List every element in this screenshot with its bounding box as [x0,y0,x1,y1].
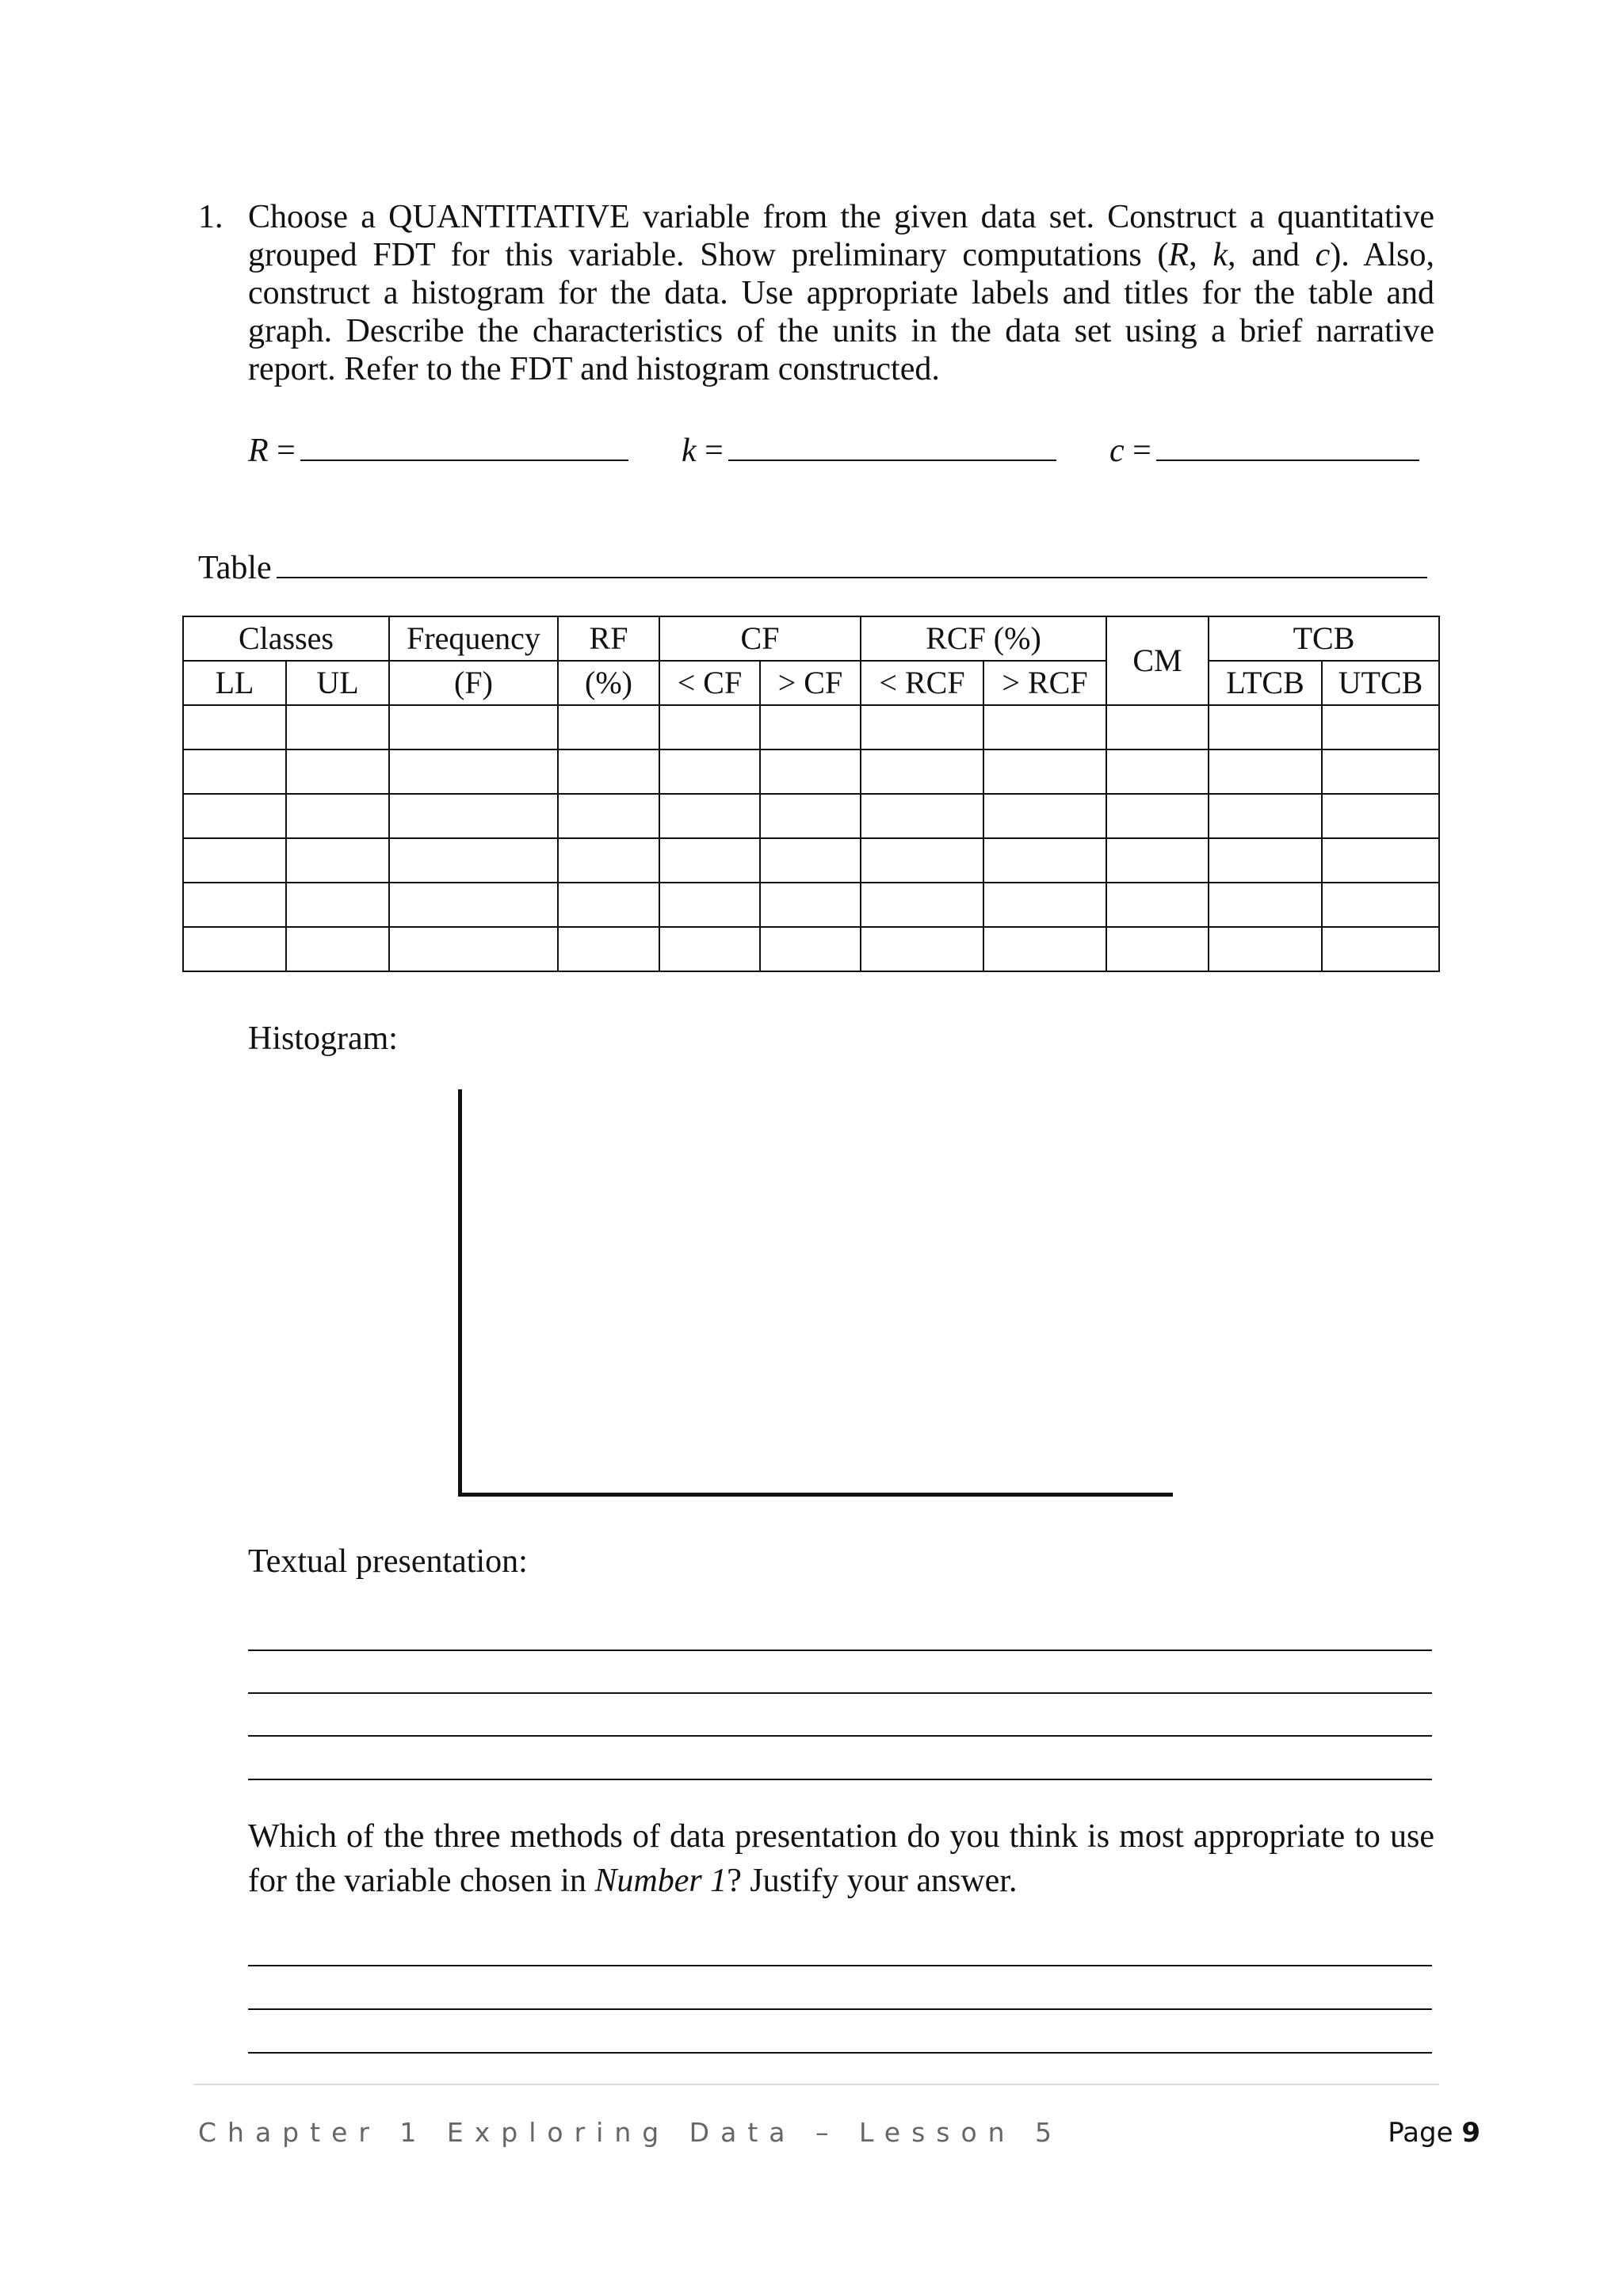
table-cell[interactable] [183,705,286,749]
header-frequency: Frequency [389,616,558,661]
table-title-label: Table [198,550,272,586]
answer-line[interactable] [248,2052,1432,2054]
table-cell[interactable] [389,794,558,838]
header-lt-cf: < CF [659,661,760,705]
table-row [183,749,1439,794]
table-title-blank-line[interactable] [277,545,1427,578]
table-cell[interactable] [183,883,286,927]
fdt-body [183,705,1439,971]
answer-line[interactable] [248,2008,1432,2010]
header-row-1 [183,616,1439,661]
header-cm: CM [1106,616,1209,705]
table-cell[interactable] [861,794,983,838]
table-cell[interactable] [861,883,983,927]
header-utcb: UTCB [1322,661,1439,705]
table-row [183,883,1439,927]
table-cell[interactable] [861,749,983,794]
table-cell[interactable] [1209,749,1322,794]
table-row [183,927,1439,971]
table-cell[interactable] [983,883,1106,927]
table-cell[interactable] [659,883,760,927]
header-classes: Classes [183,616,389,661]
question-sep: , and [1227,237,1316,273]
page-label: Page [1388,2117,1462,2149]
histogram-y-axis [458,1089,462,1497]
table-cell[interactable] [983,705,1106,749]
table-cell[interactable] [389,927,558,971]
question-text-part: ). Also, construct a histogram for the data. Use appropriate labels and titles for the table and graph. Describe the characteristics of the units in the data set using a brief narrative report. Refer to the FDT and histogram constructed. [248,237,1435,387]
header-row-2 [183,661,1439,705]
equals-sign: = [268,433,296,469]
table-cell[interactable] [1209,838,1322,883]
question-text [248,198,1434,388]
c-field[interactable] [1109,428,1419,471]
table-cell[interactable] [286,838,389,883]
footer-chapter: Chapter 1 Exploring Data – Lesson 5 [198,2117,1064,2148]
table-cell[interactable] [1322,749,1439,794]
header-rcf: RCF (%) [861,616,1106,661]
k-blank-line[interactable] [728,428,1056,461]
table-cell[interactable] [183,794,286,838]
r-label: R [248,433,269,469]
table-cell[interactable] [389,883,558,927]
header-ul: UL [286,661,389,705]
answer-line[interactable] [248,1735,1432,1737]
table-cell[interactable] [558,927,659,971]
which-text-part: Which of the three methods of data presentation do you think is most appropriate to use for the variable chosen in [248,1818,1434,1899]
header-lt-rcf: < RCF [861,661,983,705]
table-cell[interactable] [286,883,389,927]
table-cell[interactable] [760,883,861,927]
var-r: R [1168,237,1190,273]
table-cell[interactable] [983,927,1106,971]
var-c: c [1315,237,1331,273]
table-cell[interactable] [558,705,659,749]
table-cell[interactable] [286,927,389,971]
question-number: 1. [198,199,223,235]
page-number: 9 [1461,2117,1480,2149]
table-cell[interactable] [1322,838,1439,883]
table-cell[interactable] [1106,794,1209,838]
header-tcb: TCB [1209,616,1439,661]
table-cell[interactable] [659,705,760,749]
table-cell[interactable] [1106,927,1209,971]
table-cell[interactable] [1322,883,1439,927]
table-cell[interactable] [861,705,983,749]
table-row [183,705,1439,749]
table-cell[interactable] [389,838,558,883]
header-gt-cf: > CF [760,661,861,705]
var-k: k [1212,237,1228,273]
answer-line[interactable] [248,1650,1432,1651]
header-gt-rcf: > RCF [983,661,1106,705]
header-ltcb: LTCB [1209,661,1322,705]
table-cell[interactable] [558,794,659,838]
footer-divider [193,2084,1439,2085]
header-pct: (%) [558,661,659,705]
table-cell[interactable] [286,749,389,794]
table-cell[interactable] [760,794,861,838]
answer-line[interactable] [248,1692,1432,1694]
table-cell[interactable] [183,927,286,971]
table-title-field[interactable] [198,545,1427,588]
table-cell[interactable] [659,838,760,883]
c-blank-line[interactable] [1156,428,1419,461]
table-cell[interactable] [659,927,760,971]
histogram-x-axis [458,1493,1173,1497]
table-cell[interactable] [183,838,286,883]
k-field[interactable] [682,428,1056,471]
equals-sign: = [1124,433,1151,469]
question-sep: , [1189,237,1213,273]
table-cell[interactable] [286,794,389,838]
table-cell[interactable] [1322,705,1439,749]
header-cf: CF [659,616,861,661]
table-cell[interactable] [983,749,1106,794]
table-cell[interactable] [1106,883,1209,927]
table-cell[interactable] [558,883,659,927]
table-row [183,794,1439,838]
c-label: c [1109,433,1125,469]
table-cell[interactable] [861,838,983,883]
histogram-label: Histogram: [248,1020,398,1057]
table-cell[interactable] [983,838,1106,883]
table-row [183,838,1439,883]
table-cell[interactable] [760,838,861,883]
fdt-table [182,616,1440,972]
table-cell[interactable] [760,705,861,749]
table-cell[interactable] [558,838,659,883]
which-text-part: ? Justify your answer. [727,1863,1018,1899]
textual-presentation-label: Textual presentation: [248,1543,528,1580]
table-cell[interactable] [286,705,389,749]
table-cell[interactable] [1209,883,1322,927]
header-rf: RF [558,616,659,661]
table-cell[interactable] [760,927,861,971]
question-text-part: Choose a QUANTITATIVE variable from the given data set. Construct a quantitative grouped FDT for this variable. Show preliminary computations ( [248,199,1434,273]
table-cell[interactable] [983,794,1106,838]
r-blank-line[interactable] [300,428,628,461]
table-cell[interactable] [861,927,983,971]
k-label: k [682,433,697,469]
table-cell[interactable] [1209,705,1322,749]
which-emphasis: Number 1 [594,1863,727,1899]
table-cell[interactable] [1209,927,1322,971]
table-cell[interactable] [389,749,558,794]
table-cell[interactable] [659,749,760,794]
table-cell[interactable] [558,749,659,794]
header-ll: LL [183,661,286,705]
equals-sign: = [696,433,724,469]
table-cell[interactable] [1322,927,1439,971]
table-cell[interactable] [659,794,760,838]
table-cell[interactable] [389,705,558,749]
r-field[interactable] [248,428,628,471]
table-cell[interactable] [1106,705,1209,749]
which-question [248,1814,1434,1903]
table-cell[interactable] [1209,794,1322,838]
table-cell[interactable] [760,749,861,794]
table-cell[interactable] [1106,838,1209,883]
table-cell[interactable] [183,749,286,794]
answer-line[interactable] [248,1965,1432,1966]
table-cell[interactable] [1106,749,1209,794]
answer-line[interactable] [248,1779,1432,1780]
header-f: (F) [389,661,558,705]
footer-page [1388,2117,1480,2149]
table-cell[interactable] [1322,794,1439,838]
